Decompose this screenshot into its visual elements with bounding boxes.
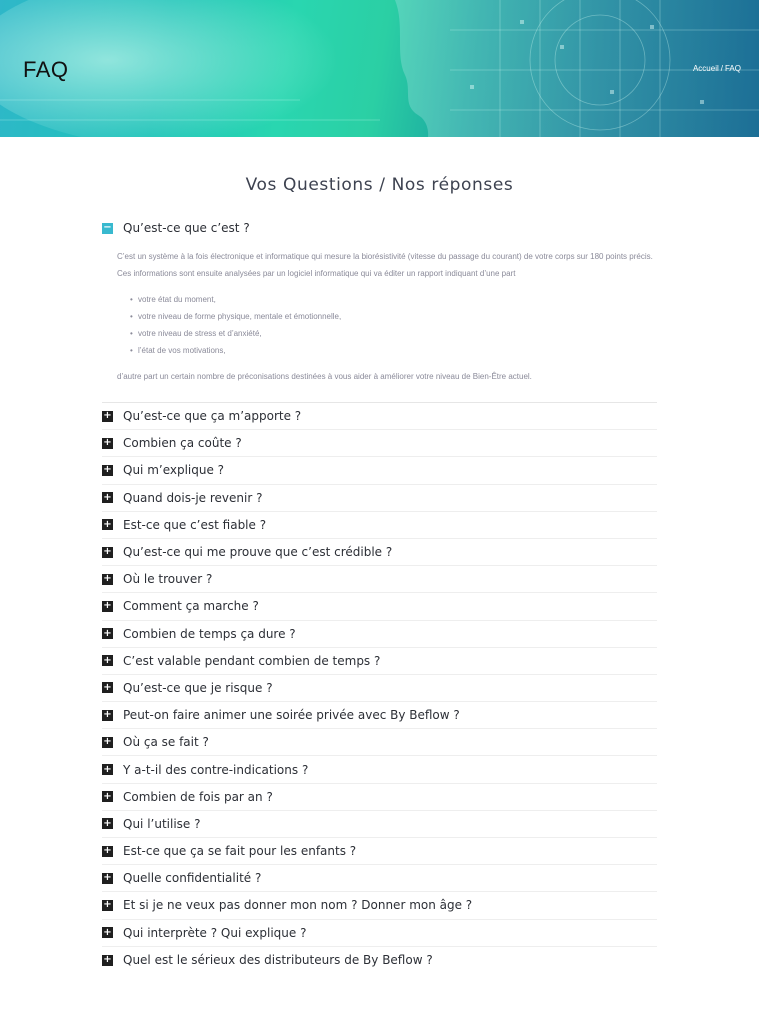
faq-question-label[interactable]: Quelle confidentialité ? [123,871,262,886]
faq-question-label[interactable]: Et si je ne veux pas donner mon nom ? Donner mon âge ? [123,898,473,913]
faq-question-label[interactable]: Y a-t-il des contre-indications ? [123,762,309,777]
expand-icon[interactable]: + [103,464,112,476]
faq-question-header[interactable] [102,217,657,239]
expand-icon[interactable]: + [103,736,112,748]
expand-icon[interactable]: + [103,899,112,911]
faq-question-label[interactable]: Qu’est-ce que ça m’apporte ? [123,409,302,424]
expand-icon[interactable]: + [103,600,112,612]
faq-item[interactable] [102,702,657,729]
expand-icon[interactable]: + [103,954,112,966]
answer-bullet-item: • votre niveau de stress et d’anxiété, [130,325,657,342]
expand-icon[interactable]: + [103,573,112,585]
collapse-icon[interactable]: − [103,222,112,233]
faq-question-label[interactable]: Combien de fois par an ? [123,789,273,804]
expand-icon[interactable]: + [103,681,112,693]
faq-item[interactable] [102,865,657,892]
faq-question-label[interactable]: Qui m’explique ? [123,463,225,478]
answer-intro: C’est un système à la fois électronique et informatique qui mesure la biorésistivité (vitesse du passage du courant) de votre corps sur 180 points précis. Ces informations sont ensuite analysées par un logiciel informatique qui va éditer un rapport indiquant d’une part [117,252,653,278]
answer-outro: d’autre part un certain nombre de préconisations destinées à vous aider à améliorer votre niveau de Bien-Être actuel. [117,372,532,381]
expand-icon[interactable]: + [103,926,112,938]
expand-icon[interactable]: + [103,437,112,449]
faq-question-label[interactable]: Combien ça coûte ? [123,436,242,451]
faq-question-label[interactable]: Peut-on faire animer une soirée privée avec By Beflow ? [123,708,460,723]
expand-icon[interactable]: + [103,491,112,503]
answer-bullet-item: • votre niveau de forme physique, mentale et émotionnelle, [130,308,657,325]
faq-item[interactable] [102,566,657,593]
expand-icon[interactable]: + [103,654,112,666]
answer-bullet-item: • votre état du moment, [130,291,657,308]
faq-item[interactable] [102,593,657,620]
answer-bullet-list [130,291,657,359]
expand-icon[interactable]: + [103,872,112,884]
expand-icon[interactable]: + [103,518,112,530]
faq-item[interactable] [102,729,657,756]
faq-item[interactable] [102,838,657,865]
expand-icon[interactable]: + [103,546,112,558]
expand-icon[interactable]: + [103,790,112,802]
faq-item[interactable] [102,947,657,974]
faq-item[interactable] [102,648,657,675]
expand-icon[interactable]: + [103,845,112,857]
faq-question-label[interactable]: Quel est le sérieux des distributeurs de By Beflow ? [123,953,433,968]
faq-question-label[interactable]: Où le trouver ? [123,572,213,587]
faq-question-label[interactable]: Qui l’utilise ? [123,816,201,831]
faq-question-label[interactable]: Qui interprète ? Qui explique ? [123,925,307,940]
expand-icon[interactable]: + [103,627,112,639]
expand-icon[interactable]: + [103,709,112,721]
faq-item[interactable] [102,621,657,648]
faq-question-label[interactable]: Quand dois-je revenir ? [123,490,263,505]
expand-icon[interactable]: + [103,763,112,775]
faq-question-list [102,402,657,974]
faq-question-label[interactable]: Qu’est-ce que c’est ? [123,221,250,235]
expand-icon[interactable]: + [103,410,112,422]
faq-question-label[interactable]: C’est valable pendant combien de temps ? [123,653,381,668]
faq-item[interactable] [102,403,657,430]
faq-question-label[interactable]: Est-ce que ça se fait pour les enfants ? [123,844,357,859]
breadcrumb [693,64,741,73]
faq-item[interactable] [102,539,657,566]
faq-question-label[interactable]: Combien de temps ça dure ? [123,626,296,641]
section-title: Vos Questions / Nos réponses [245,175,514,195]
faq-item-open [102,217,657,385]
faq-item[interactable] [102,457,657,484]
faq-item[interactable] [102,811,657,838]
breadcrumb-current: FAQ [724,64,741,73]
faq-item[interactable] [102,512,657,539]
breadcrumb-home-link[interactable]: Accueil [692,64,719,73]
breadcrumb-separator: / [720,64,723,73]
faq-item[interactable] [102,756,657,783]
faq-item[interactable] [102,485,657,512]
faq-question-label[interactable]: Qu’est-ce qui me prouve que c’est crédible ? [123,545,393,560]
page-banner [0,0,759,137]
faq-item[interactable] [102,784,657,811]
banner-decoration [0,0,759,137]
answer-bullet-item: • l’état de vos motivations, [130,342,657,359]
faq-item[interactable] [102,430,657,457]
faq-item[interactable] [102,920,657,947]
faq-question-label[interactable]: Est-ce que c’est fiable ? [123,517,267,532]
faq-question-label[interactable]: Où ça se fait ? [123,735,209,750]
faq-answer [102,239,657,385]
faq-item[interactable] [102,675,657,702]
faq-item[interactable] [102,892,657,919]
faq-accordion [102,217,657,974]
expand-icon[interactable]: + [103,817,112,829]
page-title: FAQ [23,57,69,82]
faq-question-label[interactable]: Qu’est-ce que je risque ? [123,680,273,695]
faq-question-label[interactable]: Comment ça marche ? [123,599,259,614]
